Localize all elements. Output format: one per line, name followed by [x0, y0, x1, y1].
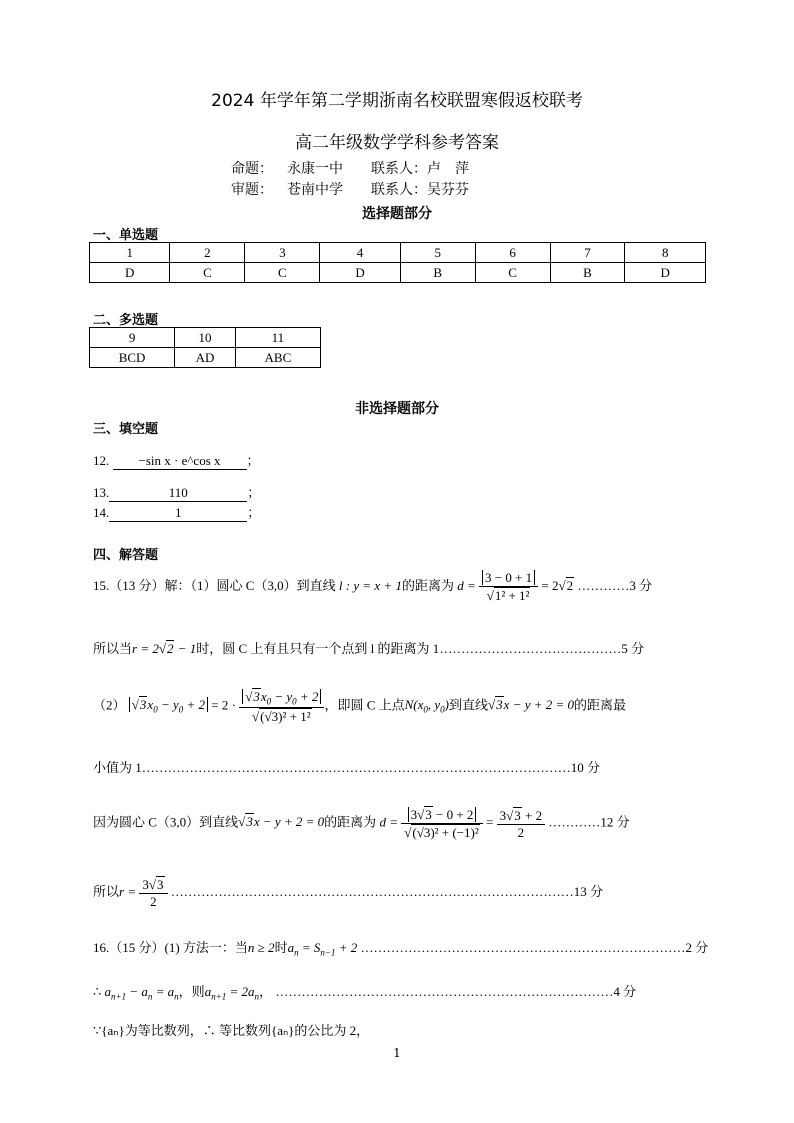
table-cell: B — [550, 263, 625, 283]
q15-line-6: 所以r = $\frac{3√3}{2}$ …………………………………………………………………………………13 分 — [93, 877, 603, 909]
table-cell: D — [320, 263, 400, 283]
answer-row — [90, 348, 321, 368]
table-cell: ABC — [235, 348, 320, 368]
q15-line-1: 15.（13 分）解：（1）圆心 C（3,0）到直线 l : y = x + 1的距离为 d = $\frac{3 - 0 + 1}{\text{√1² + 1²}}$ = 2√2 …………3 分 — [93, 570, 653, 603]
table-cell: 7 — [550, 243, 625, 263]
solve-heading: 四、解答题 — [93, 548, 159, 563]
table-cell: AD — [175, 348, 236, 368]
math-expression: $√3x_0 - y_0 + 2$ — [129, 697, 208, 712]
math-fraction: $\frac{3√3}{2}$ — [139, 876, 167, 910]
math-fraction: $\frac{3√3 + 2}{2}$ — [497, 807, 545, 841]
table-cell: C — [170, 263, 245, 283]
q16-line-2: ∴ $a_{n+1} - a_n = a_n$，则$a_{n+1} = 2a_n$， ……………………………………………………………………4 分 — [93, 984, 637, 1002]
number-row — [90, 243, 706, 263]
table-cell: D — [625, 263, 706, 283]
table-cell: 4 — [320, 243, 400, 263]
table-cell: 9 — [90, 328, 175, 348]
multi-choice-heading: 二、多选题 — [93, 313, 159, 328]
table-cell: 2 — [170, 243, 245, 263]
exam-title: 2024 年学年第二学期浙南名校联盟寒假返校联考 — [211, 91, 583, 111]
table-cell: C — [475, 263, 550, 283]
table-cell: 8 — [625, 243, 706, 263]
q15-line-2: 所以当r = 2√2 − 1时，圆 C 上有且只有一个点到 l 的距离为 1……………………………………5 分 — [93, 641, 645, 656]
table-cell: 5 — [400, 243, 475, 263]
table-cell: 3 — [245, 243, 320, 263]
table-cell: C — [245, 263, 320, 283]
fill-item-14: 14. 1 ； — [93, 505, 261, 520]
fill-answer: −sin x · e^cos x — [113, 453, 247, 470]
math-expression: r = 2√2 − 1 — [132, 641, 197, 656]
q16-line-3: ∵{aₙ}为等比数列，∴ 等比数列{aₙ}的公比为 2， — [93, 1023, 370, 1038]
answer-row — [90, 263, 706, 283]
fill-item-12: 12. −sin x · e^cos x ； — [93, 453, 260, 468]
single-choice-table — [89, 242, 706, 283]
author-line: 命题： 永康一中 联系人：卢 萍 — [231, 161, 469, 177]
fill-heading: 三、填空题 — [93, 422, 159, 437]
fill-answer: 1 — [109, 505, 247, 522]
fill-answer: 110 — [109, 485, 247, 502]
answer-subtitle: 高二年级数学学科参考答案 — [295, 133, 499, 153]
math-fraction: $\frac{3√3 - 0 + 2}{\text{√(√3)² + (−1)²}}$ — [401, 806, 483, 841]
q15-line-4: 小值为 1………………………………………………………………………………………10 分 — [93, 760, 601, 775]
q15-line-3: （2） $√3x_0 - y_0 + 2 = 2$ · $\frac{√3x_0 - y_0 + 2}{\text{√(√3)² + 1²}}$ ，即圆 C 上点$N(x_0$, $y_0$)到直线√3x − y + 2 = 0的距离最 — [93, 689, 627, 724]
math-fraction: $\frac{√3x_0 - y_0 + 2}{\text{√(√3)² + 1²}}$ — [239, 688, 324, 725]
math-fraction: $\frac{3 - 0 + 1}{\text{√1² + 1²}}$ — [479, 570, 538, 604]
part1-title: 选择题部分 — [362, 206, 432, 222]
fill-item-13: 13. 110 ； — [93, 485, 261, 500]
table-cell: 6 — [475, 243, 550, 263]
multi-choice-table — [89, 327, 321, 368]
q15-line-5: 因为圆心 C（3,0）到直线√3x − y + 2 = 0的距离为 d = $\frac{3√3 - 0 + 2}{\text{√(√3)² + (−1)²}}$ = $\frac{3√3 + 2}{2}$ …………12 分 — [93, 807, 630, 840]
table-cell: 11 — [235, 328, 320, 348]
q16-line-1: 16.（15 分）(1) 方法一：当n ≥ 2时$a_n = S_{n-1} + 2$ …………………………………………………………………2 分 — [93, 940, 709, 958]
table-cell: 10 — [175, 328, 236, 348]
table-cell: BCD — [90, 348, 175, 368]
table-cell: 1 — [90, 243, 170, 263]
part2-title: 非选择题部分 — [355, 401, 439, 417]
reviewer-line: 审题： 苍南中学 联系人：吴芬芬 — [231, 182, 469, 198]
number-row — [90, 328, 321, 348]
single-choice-heading: 一、单选题 — [93, 228, 159, 243]
page-number: 1 — [393, 1046, 401, 1060]
table-cell: B — [400, 263, 475, 283]
table-cell: D — [90, 263, 170, 283]
math-expression: l : y = x + 1 — [338, 577, 402, 593]
